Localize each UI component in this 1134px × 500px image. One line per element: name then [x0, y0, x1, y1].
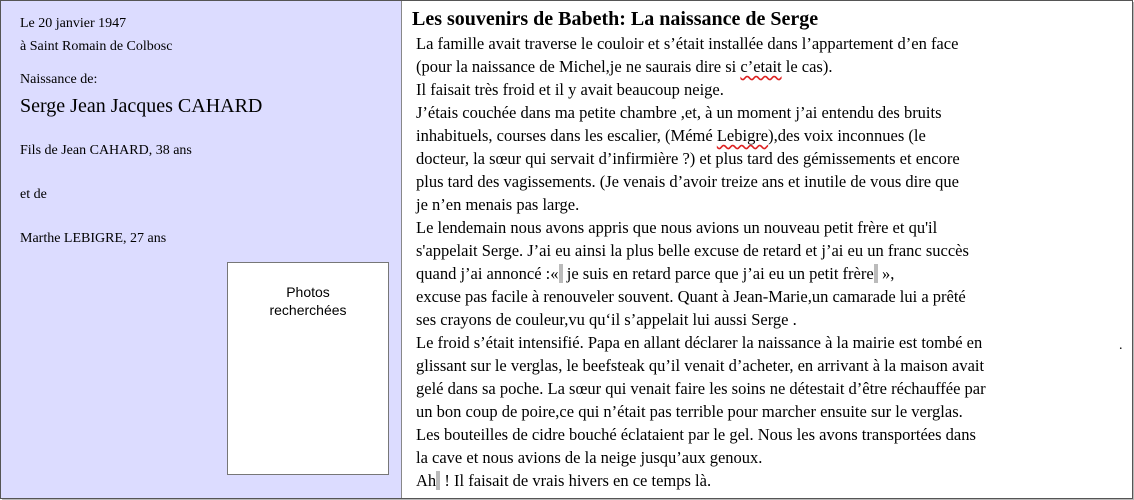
date-line: Le 20 janvier 1947 [20, 16, 127, 31]
story-text: le cas). [785, 57, 833, 76]
story-line: s'appelait Serge. J’ai eu ainsi la plus belle excuse de retard et j’ai eu un franc succès [416, 241, 969, 260]
story-text: », [877, 264, 895, 283]
story-line: Le froid s’était intensifié. Papa en allant déclarer la naissance à la mairie est tombé en [416, 333, 983, 352]
spellcheck-word: c’etait [740, 57, 782, 76]
story-line: Il faisait très froid et il y avait beaucoup neige. [416, 80, 724, 99]
story-line: glissant sur le verglas, le beefsteak qu’il venait d’acheter, en arrivant à la maison avait [416, 356, 985, 375]
story-line: ses crayons de couleur,vu qu‘il s’appelait lui aussi Serge . [416, 310, 797, 329]
story-line: plus tard des vagissements. (Je venais d’avoir treize ans et inutile de vous dire que [416, 172, 959, 191]
story-line [416, 262, 1127, 285]
story-text: quand j’ai annoncé :« [416, 264, 559, 283]
story-line: la cave et nous avions de la neige jusqu’aux genoux. [416, 448, 763, 467]
story-line [416, 124, 1127, 147]
place-line: à Saint Romain de Colbosc [20, 39, 173, 54]
story-line: J’étais couchée dans ma petite chambre ,et, à un moment j’ai entendu des bruits [416, 103, 942, 122]
story-line: docteur, la sœur qui servait d’infirmière ?) et plus tard des gémissements et encore [416, 149, 960, 168]
story-text: je suis en retard parce que j’ai eu un petit frère [562, 264, 874, 283]
story-line: gelé dans sa poche. La sœur qui venait faire les soins ne détestait d’être réchauffée par [416, 379, 986, 398]
child-name: Serge Jean Jacques CAHARD [20, 95, 263, 117]
photo-caption [228, 283, 388, 319]
story-body [412, 32, 1127, 492]
story-text: inhabituels, courses dans les escalier, (Mémé [416, 126, 713, 145]
story-line [416, 469, 1127, 492]
photo-placeholder [227, 262, 389, 475]
story-text: Ah [416, 471, 437, 490]
photo-caption-line-1: Photos [286, 284, 330, 300]
and-line: et de [20, 187, 47, 202]
mother-line: Marthe LEBIGRE, 27 ans [20, 231, 167, 246]
photo-caption-line-2: recherchées [269, 302, 347, 318]
story-text: (pour la naissance de Michel,je ne saurais dire si [416, 57, 737, 76]
story-panel [412, 7, 1127, 492]
birth-info-panel [1, 1, 402, 498]
spellcheck-word: Lebigre [716, 126, 769, 145]
father-line: Fils de Jean CAHARD, 38 ans [20, 143, 192, 158]
story-line: un bon coup de poire,ce qui n’était pas terrible pour marcher ensuite sur le verglas. [416, 402, 963, 421]
margin-mark: . [1119, 338, 1123, 353]
story-line: La famille avait traverse le couloir et s’était installée dans l’appartement d’en face [416, 34, 959, 53]
birth-label: Naissance de: [20, 72, 98, 87]
story-line: Le lendemain nous avons appris que nous avions un nouveau petit frère et qu'il [416, 218, 938, 237]
story-line [416, 55, 1127, 78]
story-title: Les souvenirs de Babeth: La naissance de Serge [412, 8, 819, 30]
story-text: ),des voix inconnues (le [768, 126, 926, 145]
story-text: ! Il faisait de vrais hivers en ce temps là. [440, 471, 712, 490]
story-line: je n’en menais pas large. [416, 195, 580, 214]
story-line: excuse pas facile à renouveler souvent. Quant à Jean-Marie,un camarade lui a prêté [416, 287, 966, 306]
story-line: Les bouteilles de cidre bouché éclataient par le gel. Nous les avons transportées dans [416, 425, 976, 444]
